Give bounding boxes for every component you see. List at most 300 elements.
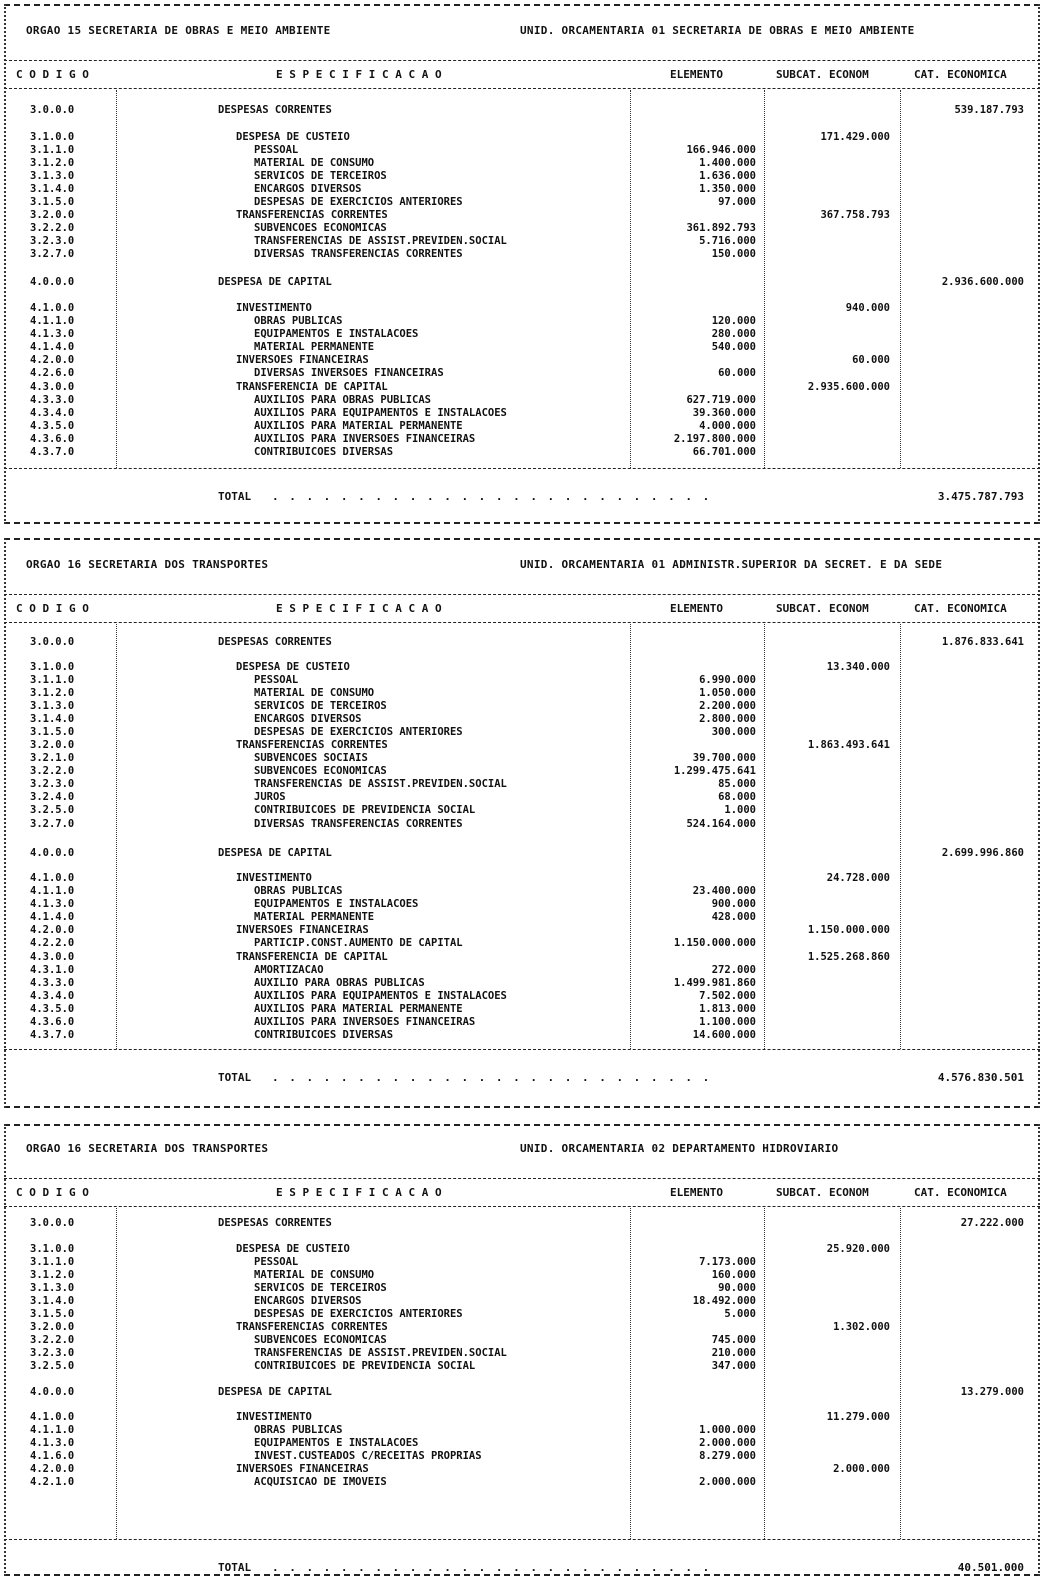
row-description: AUXILIOS PARA INVERSOES FINANCEIRAS xyxy=(254,1016,476,1028)
row-elemento-value: 1.299.475.641 xyxy=(673,765,756,777)
row-subcat-value: 11.279.000 xyxy=(826,1411,890,1423)
row-elemento-value: 2.800.000 xyxy=(699,713,756,725)
row-description: TRANSFERENCIA DE CAPITAL xyxy=(236,951,388,963)
unidade-label: UNID. ORCAMENTARIA 01 ADMINISTR.SUPERIOR DA SECRET. E DA SEDE xyxy=(520,558,943,571)
row-description: EQUIPAMENTOS E INSTALACOES xyxy=(254,328,419,340)
row-code: 4.3.7.0 xyxy=(30,446,75,458)
row-elemento-value: 39.700.000 xyxy=(692,752,756,764)
row-description: INVESTIMENTO xyxy=(236,302,312,314)
row-description: SERVICOS DE TERCEIROS xyxy=(254,1282,387,1294)
budget-row xyxy=(4,1308,1040,1321)
row-code: 3.2.7.0 xyxy=(30,818,75,830)
row-code: 3.1.2.0 xyxy=(30,1269,75,1281)
row-code: 3.1.2.0 xyxy=(30,157,75,169)
budget-row xyxy=(4,937,1040,950)
row-elemento-value: 8.279.000 xyxy=(699,1450,756,1462)
row-description: INVESTIMENTO xyxy=(236,1411,312,1423)
row-description: PESSOAL xyxy=(254,144,299,156)
total-separator xyxy=(4,468,1040,469)
row-description: DIVERSAS INVERSOES FINANCEIRAS xyxy=(254,367,444,379)
row-description: DESPESA DE CAPITAL xyxy=(218,1386,332,1398)
leader-dots: .......................... xyxy=(272,1071,720,1084)
row-cat-value: 1.876.833.641 xyxy=(941,636,1024,648)
row-subcat-value: 1.302.000 xyxy=(833,1321,890,1333)
row-cat-value: 13.279.000 xyxy=(960,1386,1024,1398)
budget-row xyxy=(4,1411,1040,1424)
total-row xyxy=(4,1071,1040,1085)
row-code: 3.1.4.0 xyxy=(30,183,75,195)
row-description: DESPESAS CORRENTES xyxy=(218,1217,332,1229)
row-elemento-value: 18.492.000 xyxy=(692,1295,756,1307)
budget-row xyxy=(4,951,1040,964)
row-elemento-value: 97.000 xyxy=(718,196,756,208)
row-subcat-value: 25.920.000 xyxy=(826,1243,890,1255)
row-elemento-value: 524.164.000 xyxy=(686,818,756,830)
row-elemento-value: 1.350.000 xyxy=(699,183,756,195)
budget-row xyxy=(4,1029,1040,1042)
row-code: 3.1.2.0 xyxy=(30,687,75,699)
budget-row xyxy=(4,1269,1040,1282)
row-description: TRANSFERENCIA DE CAPITAL xyxy=(236,381,388,393)
budget-row xyxy=(4,222,1040,235)
budget-row xyxy=(4,739,1040,752)
row-code: 4.3.7.0 xyxy=(30,1029,75,1041)
total-value: 40.501.000 xyxy=(957,1561,1024,1574)
header-separator xyxy=(4,60,1040,61)
row-code: 4.1.1.0 xyxy=(30,885,75,897)
row-code: 3.1.5.0 xyxy=(30,1308,75,1320)
total-value: 4.576.830.501 xyxy=(937,1071,1024,1084)
row-elemento-value: 1.100.000 xyxy=(699,1016,756,1028)
row-code: 4.2.0.0 xyxy=(30,924,75,936)
row-elemento-value: 14.600.000 xyxy=(692,1029,756,1041)
header-separator xyxy=(4,1178,1040,1179)
budget-row xyxy=(4,1476,1040,1489)
row-description: DIVERSAS TRANSFERENCIAS CORRENTES xyxy=(254,818,463,830)
section-top-border xyxy=(4,1124,1040,1126)
budget-row xyxy=(4,726,1040,739)
row-description: CONTRIBUICOES DIVERSAS xyxy=(254,446,394,458)
budget-row xyxy=(4,235,1040,248)
row-elemento-value: 90.000 xyxy=(718,1282,756,1294)
budget-row xyxy=(4,964,1040,977)
row-description: DESPESAS DE EXERCICIOS ANTERIORES xyxy=(254,726,463,738)
column-headers xyxy=(4,68,1040,84)
budget-row xyxy=(4,144,1040,157)
row-elemento-value: 5.000 xyxy=(724,1308,756,1320)
budget-row xyxy=(4,131,1040,144)
row-code: 3.2.2.0 xyxy=(30,1334,75,1346)
budget-row xyxy=(4,1424,1040,1437)
budget-row xyxy=(4,394,1040,407)
unidade-label: UNID. ORCAMENTARIA 02 DEPARTAMENTO HIDROVIARIO xyxy=(520,1142,839,1155)
budget-row xyxy=(4,248,1040,261)
codigo-header: C O D I G O xyxy=(16,1186,89,1199)
row-description: DESPESA DE CUSTEIO xyxy=(236,661,350,673)
budget-row xyxy=(4,104,1040,117)
budget-row xyxy=(4,674,1040,687)
row-description: SUBVENCOES ECONOMICAS xyxy=(254,222,387,234)
row-code: 3.1.5.0 xyxy=(30,726,75,738)
row-subcat-value: 2.935.600.000 xyxy=(807,381,890,393)
row-code: 3.1.3.0 xyxy=(30,170,75,182)
budget-row xyxy=(4,1347,1040,1360)
especificacao-header: E S P E C I F I C A C A O xyxy=(276,1186,442,1199)
row-elemento-value: 2.200.000 xyxy=(699,700,756,712)
row-elemento-value: 23.400.000 xyxy=(692,885,756,897)
row-elemento-value: 1.400.000 xyxy=(699,157,756,169)
row-elemento-value: 2.000.000 xyxy=(699,1437,756,1449)
budget-row xyxy=(4,170,1040,183)
row-description: DIVERSAS TRANSFERENCIAS CORRENTES xyxy=(254,248,463,260)
row-elemento-value: 347.000 xyxy=(711,1360,756,1372)
row-cat-value: 2.936.600.000 xyxy=(941,276,1024,288)
row-code: 4.1.0.0 xyxy=(30,302,75,314)
row-code: 4.3.6.0 xyxy=(30,433,75,445)
cat-economica-header: CAT. ECONOMICA xyxy=(914,602,1007,615)
row-subcat-value: 60.000 xyxy=(852,354,890,366)
row-code: 4.3.5.0 xyxy=(30,1003,75,1015)
row-description: ENCARGOS DIVERSOS xyxy=(254,183,362,195)
budget-row xyxy=(4,1243,1040,1256)
row-elemento-value: 166.946.000 xyxy=(686,144,756,156)
budget-row xyxy=(4,1450,1040,1463)
row-code: 3.2.0.0 xyxy=(30,739,75,751)
budget-section xyxy=(4,1124,1040,1576)
row-elemento-value: 85.000 xyxy=(718,778,756,790)
row-code: 3.1.1.0 xyxy=(30,144,75,156)
row-description: TRANSFERENCIAS DE ASSIST.PREVIDEN.SOCIAL xyxy=(254,778,507,790)
row-description: PESSOAL xyxy=(254,674,299,686)
row-code: 4.1.3.0 xyxy=(30,1437,75,1449)
row-code: 4.3.1.0 xyxy=(30,964,75,976)
row-elemento-value: 428.000 xyxy=(711,911,756,923)
row-description: DESPESAS CORRENTES xyxy=(218,104,332,116)
codigo-header: C O D I G O xyxy=(16,602,89,615)
row-description: EQUIPAMENTOS E INSTALACOES xyxy=(254,1437,419,1449)
row-description: INVERSOES FINANCEIRAS xyxy=(236,924,369,936)
row-description: ENCARGOS DIVERSOS xyxy=(254,1295,362,1307)
row-cat-value: 27.222.000 xyxy=(960,1217,1024,1229)
row-elemento-value: 6.990.000 xyxy=(699,674,756,686)
row-code: 3.0.0.0 xyxy=(30,636,75,648)
orgao-label: ORGAO 16 SECRETARIA DOS TRANSPORTES xyxy=(26,1142,269,1155)
row-description: INVERSOES FINANCEIRAS xyxy=(236,1463,369,1475)
total-row xyxy=(4,490,1040,504)
row-description: AUXILIOS PARA OBRAS PUBLICAS xyxy=(254,394,432,406)
budget-row xyxy=(4,898,1040,911)
row-code: 3.1.5.0 xyxy=(30,196,75,208)
budget-row xyxy=(4,1282,1040,1295)
row-subcat-value: 1.525.268.860 xyxy=(807,951,890,963)
section-top-border xyxy=(4,538,1040,540)
row-description: INVERSOES FINANCEIRAS xyxy=(236,354,369,366)
row-elemento-value: 66.701.000 xyxy=(692,446,756,458)
row-description: ENCARGOS DIVERSOS xyxy=(254,713,362,725)
row-code: 4.2.0.0 xyxy=(30,354,75,366)
column-headers xyxy=(4,1186,1040,1202)
row-description: SUBVENCOES SOCIAIS xyxy=(254,752,368,764)
row-elemento-value: 5.716.000 xyxy=(699,235,756,247)
row-description: AUXILIOS PARA INVERSOES FINANCEIRAS xyxy=(254,433,476,445)
column-header-separator xyxy=(4,1206,1040,1207)
row-code: 3.2.5.0 xyxy=(30,804,75,816)
row-description: AUXILIOS PARA EQUIPAMENTOS E INSTALACOES xyxy=(254,407,507,419)
row-description: JUROS xyxy=(254,791,286,803)
row-elemento-value: 1.150.000.000 xyxy=(673,937,756,949)
row-description: SUBVENCOES ECONOMICAS xyxy=(254,1334,387,1346)
row-description: TRANSFERENCIAS CORRENTES xyxy=(236,739,388,751)
row-subcat-value: 1.150.000.000 xyxy=(807,924,890,936)
budget-row xyxy=(4,1386,1040,1399)
budget-row xyxy=(4,381,1040,394)
row-elemento-value: 4.000.000 xyxy=(699,420,756,432)
budget-row xyxy=(4,804,1040,817)
row-code: 3.1.4.0 xyxy=(30,713,75,725)
total-value: 3.475.787.793 xyxy=(937,490,1024,503)
row-description: TRANSFERENCIAS DE ASSIST.PREVIDEN.SOCIAL xyxy=(254,235,507,247)
row-code: 4.0.0.0 xyxy=(30,1386,75,1398)
budget-row xyxy=(4,367,1040,380)
row-code: 3.2.7.0 xyxy=(30,248,75,260)
budget-row xyxy=(4,1295,1040,1308)
row-description: INVEST.CUSTEADOS C/RECEITAS PROPRIAS xyxy=(254,1450,482,1462)
row-elemento-value: 120.000 xyxy=(711,315,756,327)
row-code: 4.0.0.0 xyxy=(30,276,75,288)
budget-row xyxy=(4,990,1040,1003)
section-bottom-border xyxy=(4,522,1040,524)
row-description: MATERIAL DE CONSUMO xyxy=(254,687,375,699)
column-headers xyxy=(4,602,1040,618)
budget-row xyxy=(4,315,1040,328)
row-description: AUXILIOS PARA MATERIAL PERMANENTE xyxy=(254,420,463,432)
budget-row xyxy=(4,196,1040,209)
total-label: TOTAL xyxy=(218,1071,252,1084)
column-header-separator xyxy=(4,88,1040,89)
budget-row xyxy=(4,872,1040,885)
row-code: 4.1.0.0 xyxy=(30,872,75,884)
budget-row xyxy=(4,328,1040,341)
row-description: CONTRIBUICOES DIVERSAS xyxy=(254,1029,394,1041)
row-description: SERVICOS DE TERCEIROS xyxy=(254,170,387,182)
row-subcat-value: 24.728.000 xyxy=(826,872,890,884)
row-code: 4.3.5.0 xyxy=(30,420,75,432)
row-code: 3.2.4.0 xyxy=(30,791,75,803)
row-code: 3.1.1.0 xyxy=(30,1256,75,1268)
row-code: 3.0.0.0 xyxy=(30,1217,75,1229)
budget-row xyxy=(4,276,1040,289)
especificacao-header: E S P E C I F I C A C A O xyxy=(276,602,442,615)
row-elemento-value: 7.502.000 xyxy=(699,990,756,1002)
row-code: 3.1.0.0 xyxy=(30,1243,75,1255)
row-code: 3.2.3.0 xyxy=(30,778,75,790)
budget-row xyxy=(4,1256,1040,1269)
row-code: 3.1.3.0 xyxy=(30,700,75,712)
row-description: EQUIPAMENTOS E INSTALACOES xyxy=(254,898,419,910)
budget-row xyxy=(4,209,1040,222)
orgao-label: ORGAO 15 SECRETARIA DE OBRAS E MEIO AMBIENTE xyxy=(26,24,331,37)
row-elemento-value: 1.813.000 xyxy=(699,1003,756,1015)
budget-row xyxy=(4,157,1040,170)
budget-row xyxy=(4,407,1040,420)
budget-row xyxy=(4,791,1040,804)
row-code: 3.1.3.0 xyxy=(30,1282,75,1294)
row-elemento-value: 280.000 xyxy=(711,328,756,340)
row-code: 4.2.1.0 xyxy=(30,1476,75,1488)
budget-row xyxy=(4,420,1040,433)
row-elemento-value: 1.050.000 xyxy=(699,687,756,699)
leader-dots: .......................... xyxy=(272,490,720,503)
row-elemento-value: 1.499.981.860 xyxy=(673,977,756,989)
budget-row xyxy=(4,977,1040,990)
row-code: 4.0.0.0 xyxy=(30,847,75,859)
unidade-label: UNID. ORCAMENTARIA 01 SECRETARIA DE OBRAS E MEIO AMBIENTE xyxy=(520,24,915,37)
row-code: 3.2.0.0 xyxy=(30,1321,75,1333)
header-separator xyxy=(4,594,1040,595)
row-description: MATERIAL PERMANENTE xyxy=(254,341,375,353)
row-subcat-value: 367.758.793 xyxy=(820,209,890,221)
total-separator xyxy=(4,1049,1040,1050)
budget-row xyxy=(4,636,1040,649)
row-elemento-value: 39.360.000 xyxy=(692,407,756,419)
row-description: DESPESA DE CAPITAL xyxy=(218,847,332,859)
budget-row xyxy=(4,1217,1040,1230)
budget-row xyxy=(4,1437,1040,1450)
elemento-header: ELEMENTO xyxy=(670,1186,723,1199)
budget-row xyxy=(4,354,1040,367)
row-cat-value: 2.699.996.860 xyxy=(941,847,1024,859)
row-description: AUXILIO PARA OBRAS PUBLICAS xyxy=(254,977,425,989)
budget-row xyxy=(4,700,1040,713)
row-code: 3.1.1.0 xyxy=(30,674,75,686)
row-elemento-value: 540.000 xyxy=(711,341,756,353)
row-code: 3.2.2.0 xyxy=(30,222,75,234)
budget-row xyxy=(4,1463,1040,1476)
row-code: 3.1.4.0 xyxy=(30,1295,75,1307)
row-elemento-value: 900.000 xyxy=(711,898,756,910)
total-separator xyxy=(4,1539,1040,1540)
budget-row xyxy=(4,1016,1040,1029)
total-label: TOTAL xyxy=(218,1561,252,1574)
row-code: 3.2.1.0 xyxy=(30,752,75,764)
row-code: 3.0.0.0 xyxy=(30,104,75,116)
row-description: PESSOAL xyxy=(254,1256,299,1268)
row-description: DESPESA DE CUSTEIO xyxy=(236,1243,350,1255)
row-subcat-value: 2.000.000 xyxy=(833,1463,890,1475)
elemento-header: ELEMENTO xyxy=(670,68,723,81)
row-elemento-value: 361.892.793 xyxy=(686,222,756,234)
row-description: OBRAS PUBLICAS xyxy=(254,1424,343,1436)
section-top-border xyxy=(4,4,1040,6)
budget-row xyxy=(4,818,1040,831)
subcat-header: SUBCAT. ECONOM xyxy=(776,602,869,615)
row-code: 4.3.4.0 xyxy=(30,407,75,419)
row-elemento-value: 60.000 xyxy=(718,367,756,379)
row-elemento-value: 272.000 xyxy=(711,964,756,976)
row-elemento-value: 160.000 xyxy=(711,1269,756,1281)
row-subcat-value: 940.000 xyxy=(845,302,890,314)
budget-row xyxy=(4,687,1040,700)
row-description: SERVICOS DE TERCEIROS xyxy=(254,700,387,712)
budget-row xyxy=(4,1321,1040,1334)
budget-row xyxy=(4,183,1040,196)
budget-row xyxy=(4,341,1040,354)
budget-row xyxy=(4,847,1040,860)
row-description: MATERIAL DE CONSUMO xyxy=(254,157,375,169)
row-elemento-value: 1.000.000 xyxy=(699,1424,756,1436)
row-description: DESPESA DE CUSTEIO xyxy=(236,131,350,143)
total-label: TOTAL xyxy=(218,490,252,503)
row-description: DESPESAS DE EXERCICIOS ANTERIORES xyxy=(254,196,463,208)
row-code: 4.3.0.0 xyxy=(30,381,75,393)
row-code: 3.2.2.0 xyxy=(30,765,75,777)
row-subcat-value: 171.429.000 xyxy=(820,131,890,143)
row-description: TRANSFERENCIAS CORRENTES xyxy=(236,1321,388,1333)
row-code: 3.2.5.0 xyxy=(30,1360,75,1372)
budget-row xyxy=(4,661,1040,674)
row-code: 4.3.3.0 xyxy=(30,977,75,989)
row-elemento-value: 7.173.000 xyxy=(699,1256,756,1268)
row-subcat-value: 1.863.493.641 xyxy=(807,739,890,751)
row-code: 4.1.1.0 xyxy=(30,1424,75,1436)
leader-dots: .......................... xyxy=(272,1561,720,1574)
budget-row xyxy=(4,885,1040,898)
row-elemento-value: 68.000 xyxy=(718,791,756,803)
budget-row xyxy=(4,924,1040,937)
row-elemento-value: 745.000 xyxy=(711,1334,756,1346)
subcat-header: SUBCAT. ECONOM xyxy=(776,1186,869,1199)
elemento-header: ELEMENTO xyxy=(670,602,723,615)
row-code: 4.1.3.0 xyxy=(30,328,75,340)
budget-row xyxy=(4,765,1040,778)
budget-section xyxy=(4,538,1040,1108)
row-code: 3.2.0.0 xyxy=(30,209,75,221)
row-description: PARTICIP.CONST.AUMENTO DE CAPITAL xyxy=(254,937,463,949)
row-code: 4.1.3.0 xyxy=(30,898,75,910)
row-description: AMORTIZACAO xyxy=(254,964,324,976)
row-code: 4.3.6.0 xyxy=(30,1016,75,1028)
row-description: OBRAS PUBLICAS xyxy=(254,315,343,327)
row-subcat-value: 13.340.000 xyxy=(826,661,890,673)
row-elemento-value: 2.000.000 xyxy=(699,1476,756,1488)
section-bottom-border xyxy=(4,1106,1040,1108)
row-code: 4.1.1.0 xyxy=(30,315,75,327)
row-description: MATERIAL DE CONSUMO xyxy=(254,1269,375,1281)
budget-row xyxy=(4,778,1040,791)
budget-row xyxy=(4,752,1040,765)
row-code: 4.2.0.0 xyxy=(30,1463,75,1475)
row-description: CONTRIBUICOES DE PREVIDENCIA SOCIAL xyxy=(254,1360,476,1372)
row-description: ACQUISICAO DE IMOVEIS xyxy=(254,1476,387,1488)
row-description: AUXILIOS PARA EQUIPAMENTOS E INSTALACOES xyxy=(254,990,507,1002)
row-code: 4.3.0.0 xyxy=(30,951,75,963)
budget-row xyxy=(4,1360,1040,1373)
row-description: DESPESAS DE EXERCICIOS ANTERIORES xyxy=(254,1308,463,1320)
budget-row xyxy=(4,302,1040,315)
especificacao-header: E S P E C I F I C A C A O xyxy=(276,68,442,81)
budget-row xyxy=(4,446,1040,459)
row-description: INVESTIMENTO xyxy=(236,872,312,884)
budget-section xyxy=(4,4,1040,524)
row-code: 3.2.3.0 xyxy=(30,235,75,247)
cat-economica-header: CAT. ECONOMICA xyxy=(914,68,1007,81)
row-code: 4.3.4.0 xyxy=(30,990,75,1002)
row-description: CONTRIBUICOES DE PREVIDENCIA SOCIAL xyxy=(254,804,476,816)
row-code: 3.2.3.0 xyxy=(30,1347,75,1359)
row-description: AUXILIOS PARA MATERIAL PERMANENTE xyxy=(254,1003,463,1015)
row-description: OBRAS PUBLICAS xyxy=(254,885,343,897)
budget-row xyxy=(4,911,1040,924)
